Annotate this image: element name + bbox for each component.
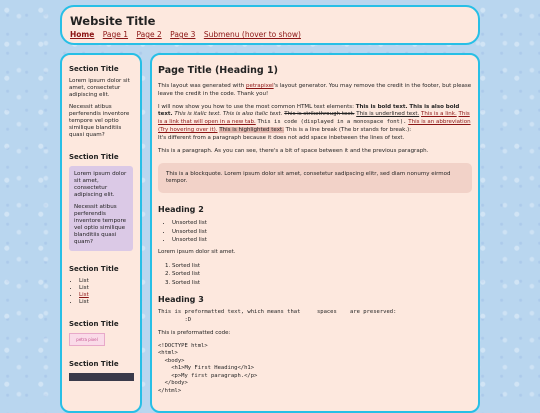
sidebar-list xyxy=(69,278,133,306)
underlined-text: This is underlined text. xyxy=(356,111,420,118)
lorem-paragraph: Lorem ipsum dolor sit amet. xyxy=(158,248,236,255)
list-item-link[interactable]: List xyxy=(79,292,89,298)
pre-code-label: This is preformatted code: xyxy=(158,330,231,337)
sidebar-box xyxy=(69,166,133,251)
elements-lead: I will now show you how to use the most common HTML text elements: xyxy=(158,103,356,110)
code-text: This is code (displayed in a monospace font). xyxy=(257,119,407,126)
list-item: • Unsorted list xyxy=(172,228,472,237)
strikethrough-text: This is strikethrough text. xyxy=(284,111,355,118)
list-item: • Unsorted list xyxy=(172,219,472,228)
highlighted-text: This is highlighted text. xyxy=(219,126,284,133)
intro-text: This layout was generated with xyxy=(158,83,246,89)
preformatted-text: This is preformatted text, which means that spaces are preserved: :D xyxy=(158,309,397,323)
site-header xyxy=(60,5,480,45)
list-item: 1. Sorted list xyxy=(172,262,472,271)
heading-3: Heading 3 xyxy=(158,295,204,305)
italic-text: This is also italic text. xyxy=(222,111,283,118)
sidebar-section-4 xyxy=(69,320,133,346)
list-item: • Unsorted list xyxy=(172,236,472,245)
intro-text: 's layout generator. You may remove the credit in the footer, but please leave the credit in the code. Thank you! xyxy=(158,83,472,97)
paragraph: This is a paragraph. As you can see, there's a bit of space between it and the previous paragraph. xyxy=(158,147,429,154)
sidebar-text: Necessit atibus perferendis inventore tempore vel optio similique blanditiis quasi quam? xyxy=(69,104,130,138)
nav-page-3[interactable]: Page 3 xyxy=(170,30,196,39)
sidebar-section-title: Section Title xyxy=(69,265,119,273)
sidebar-section-1 xyxy=(69,65,133,139)
site-title: Website Title xyxy=(70,14,156,28)
sidebar-text: Lorem ipsum dolor sit amet, consectetur adipiscing elit. xyxy=(69,78,130,98)
sidebar-text: Necessit atibus perferendis inventore tempore vel optio similique blanditiis quasi quam? xyxy=(74,204,127,245)
petrapixel-link[interactable]: petrapixel xyxy=(245,83,274,89)
list-item: 3. Sorted list xyxy=(172,279,472,288)
sidebar-text: Lorem ipsum dolor sit amet, consectetur adipiscing elit. xyxy=(74,171,127,198)
sidebar-section-5 xyxy=(69,360,133,381)
bold-text: This is also bold text. xyxy=(158,103,460,118)
nav-page-1[interactable]: Page 1 xyxy=(102,30,129,39)
main-content xyxy=(150,53,480,413)
nav-home[interactable]: Home xyxy=(70,30,95,39)
after-break-text: It's different from a paragraph because it does not add space inbetween the lines of text. xyxy=(158,134,405,141)
example-link[interactable]: This is a link. xyxy=(421,111,457,118)
sidebar-section-title: Section Title xyxy=(69,320,119,328)
italic-text: This is italic text. xyxy=(174,111,222,118)
nav-submenu[interactable]: Submenu (hover to show) xyxy=(203,30,301,39)
sidebar-section-title: Section Title xyxy=(69,360,119,368)
abbreviation-text[interactable]: This is an abbreviation (Try hovering over it). xyxy=(158,119,471,133)
elements-paragraph xyxy=(158,104,472,143)
heading-2: Heading 2 xyxy=(158,205,204,215)
sidebar-section-title: Section Title xyxy=(69,65,119,73)
sidebar-dark-block xyxy=(69,373,134,381)
example-new-tab-link[interactable]: This is a link that will open in a new tab. xyxy=(158,111,470,126)
sidebar xyxy=(60,53,142,413)
bold-text: This is bold text. xyxy=(355,103,408,110)
list-item: 2. Sorted list xyxy=(172,270,472,279)
nav-page-2[interactable]: Page 2 xyxy=(136,30,162,39)
preformatted-code: <!DOCTYPE html> <html> <body> <h1>My First Heading</h1> <p>My first paragraph.</p> </body> </html> xyxy=(158,342,258,394)
petrapixel-badge[interactable]: petra pixel xyxy=(69,333,105,346)
list-item: • List xyxy=(79,299,133,306)
sidebar-section-title: Section Title xyxy=(69,153,119,161)
list-item xyxy=(79,292,133,299)
list-item: • List xyxy=(79,285,133,292)
sidebar-section-3 xyxy=(69,265,133,306)
line-break-text: This is a line break (The br stands for break.): xyxy=(285,126,412,133)
sidebar-section-2 xyxy=(69,153,133,251)
main-nav xyxy=(70,30,470,40)
sorted-list xyxy=(158,262,472,288)
page-title: Page Title (Heading 1) xyxy=(158,65,278,76)
blockquote: This is a blockquote. Lorem ipsum dolor sit amet, consetetur sadipscing elitr, sed diam nonumy eirmod tempor. xyxy=(158,163,472,193)
unsorted-list xyxy=(158,219,472,245)
intro-paragraph xyxy=(158,83,472,99)
list-item: • List xyxy=(79,278,133,285)
